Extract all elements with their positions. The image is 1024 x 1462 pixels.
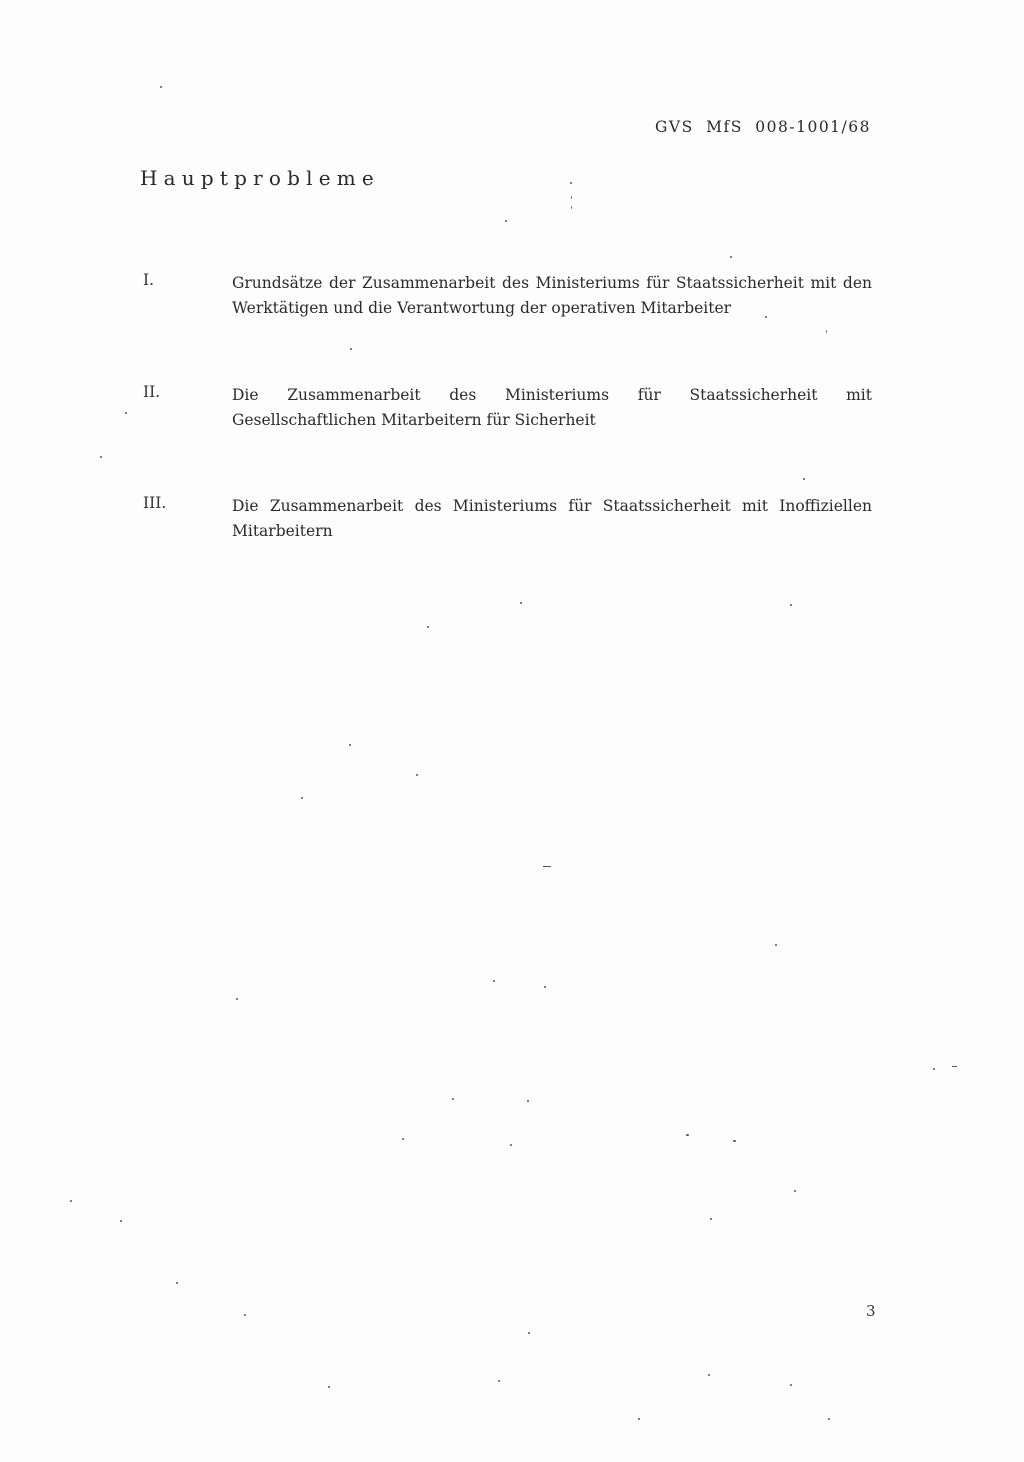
section-title: Hauptprobleme [140, 166, 380, 190]
item-text: Die Zusammenarbeit des Ministeriums für Staatssicherheit mit Gesellschaftlichen Mitarbeitern für Sicherheit [232, 386, 872, 429]
item-text: Grundsätze der Zusammenarbeit des Ministeriums für Staatssicherheit mit den Werktätigen und die Verantwortung der operativen Mitarbeiter [232, 274, 872, 317]
reference-code: GVS MfS 008-1001/68 [655, 118, 871, 136]
item-number: III. [143, 494, 167, 512]
item-number: I. [143, 271, 155, 289]
page-number: 3 [866, 1302, 876, 1320]
item-number: II. [143, 383, 161, 401]
item-text: Die Zusammenarbeit des Ministeriums für Staatssicherheit mit Inoffiziellen Mitarbeitern [232, 497, 872, 540]
